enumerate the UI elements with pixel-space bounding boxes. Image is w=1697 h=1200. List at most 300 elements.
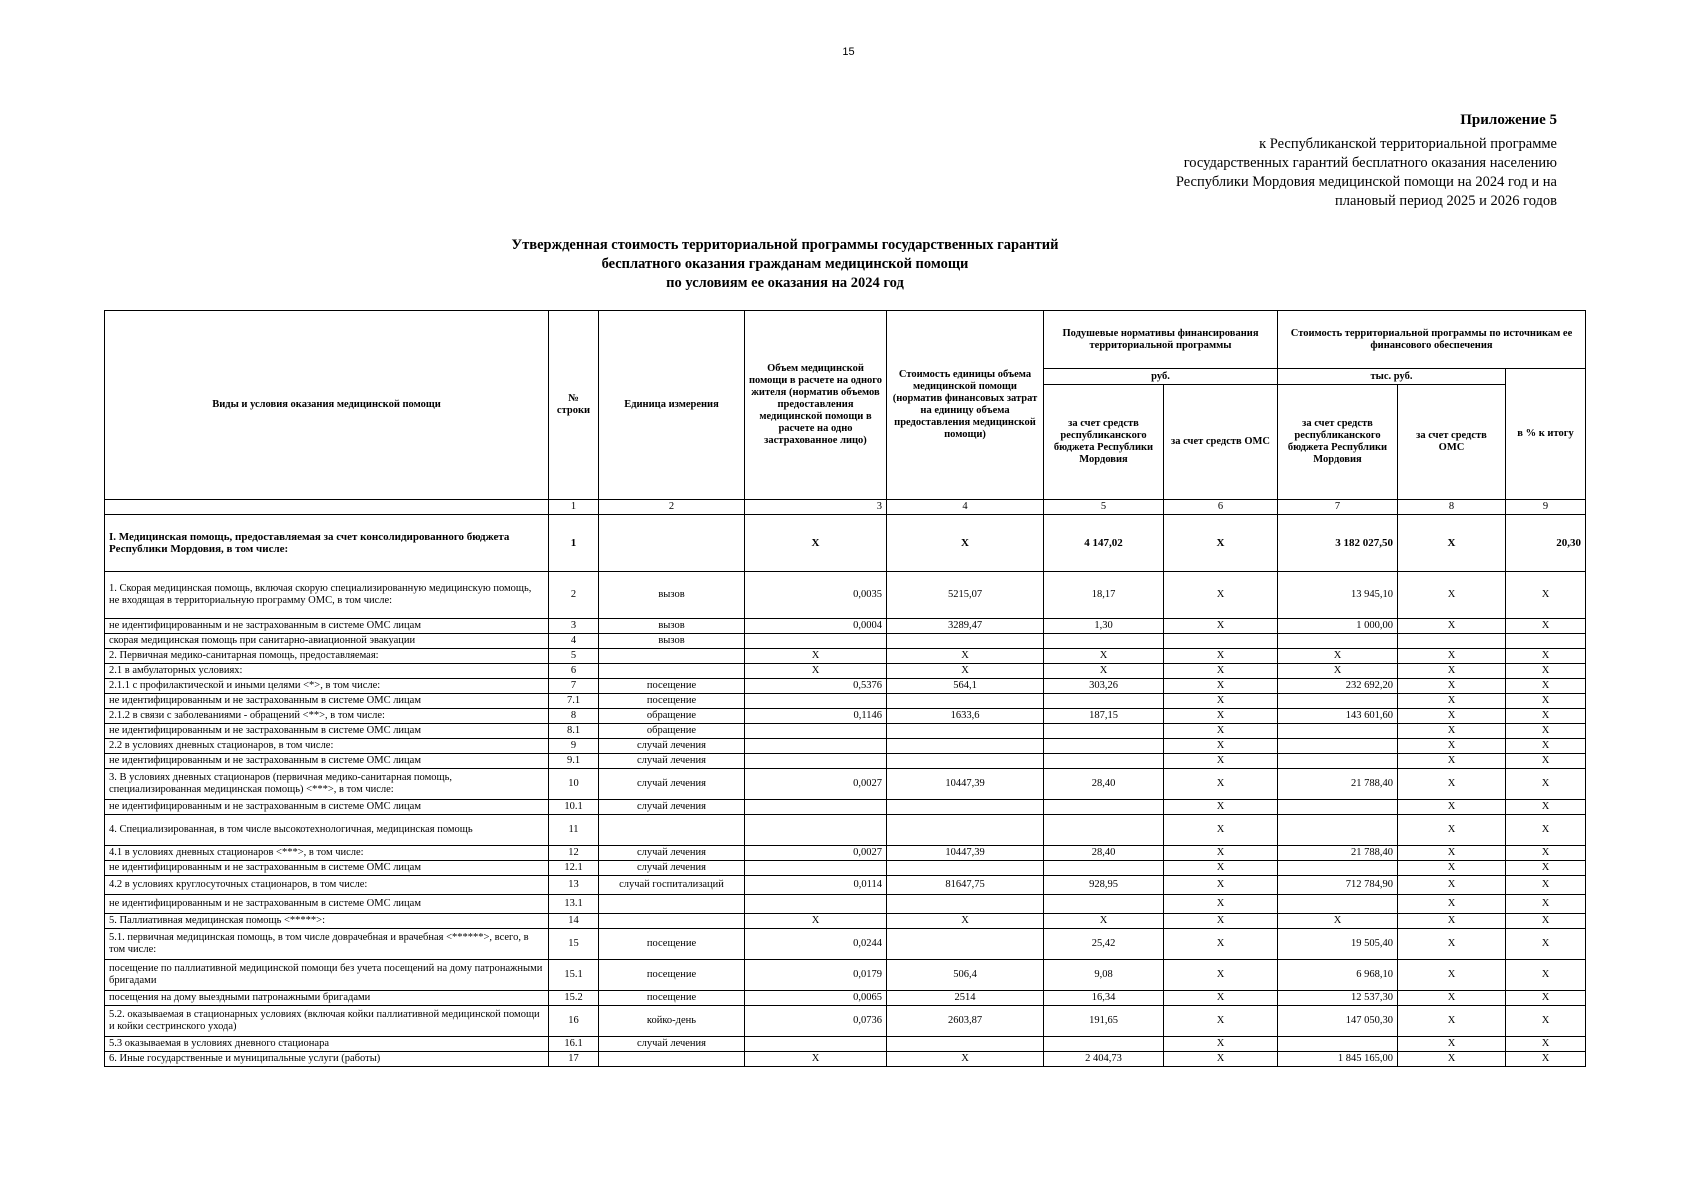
- row-name: не идентифицированным и не застрахованным в системе ОМС лицам: [105, 800, 549, 815]
- row-budget-thousand: 19 505,40: [1278, 929, 1398, 960]
- row-cost: 10447,39: [887, 769, 1044, 800]
- row-number: 12.1: [549, 861, 599, 876]
- column-number: 9: [1506, 500, 1586, 515]
- row-oms-rub: X: [1164, 815, 1278, 846]
- row-budget-rub: 18,17: [1044, 572, 1164, 619]
- document-title: [100, 236, 1470, 293]
- row-volume: [745, 1037, 887, 1052]
- row-oms-rub: X: [1164, 572, 1278, 619]
- row-unit: случай госпитализаций: [599, 876, 745, 895]
- row-cost: 506,4: [887, 960, 1044, 991]
- row-percent: X: [1506, 739, 1586, 754]
- row-percent: X: [1506, 861, 1586, 876]
- header-volume: Объем медицинской помощи в расчете на одного жителя (норматив объемов предоставления медицинской помощи в расчете на одно застрахованное лицо): [745, 311, 887, 500]
- row-percent: X: [1506, 815, 1586, 846]
- row-percent: X: [1506, 929, 1586, 960]
- row-oms-rub: X: [1164, 754, 1278, 769]
- row-volume: X: [745, 649, 887, 664]
- table-row: [105, 991, 1586, 1006]
- row-percent: X: [1506, 679, 1586, 694]
- row-oms-thousand: X: [1398, 1037, 1506, 1052]
- header-percent: в % к итогу: [1506, 369, 1586, 500]
- row-budget-thousand: 147 050,30: [1278, 1006, 1398, 1037]
- row-cost: [887, 694, 1044, 709]
- row-cost: [887, 634, 1044, 649]
- row-number: 9.1: [549, 754, 599, 769]
- row-oms-rub: X: [1164, 739, 1278, 754]
- row-percent: X: [1506, 769, 1586, 800]
- row-unit: посещение: [599, 991, 745, 1006]
- row-name: 2.1.1 с профилактической и иными целями <*>, в том числе:: [105, 679, 549, 694]
- row-budget-rub: [1044, 739, 1164, 754]
- row-number: 16: [549, 1006, 599, 1037]
- table-row: [105, 769, 1586, 800]
- document-title-line: Утвержденная стоимость территориальной программы государственных гарантий: [511, 237, 1059, 253]
- row-unit: случай лечения: [599, 846, 745, 861]
- row-oms-thousand: X: [1398, 515, 1506, 572]
- row-percent: X: [1506, 694, 1586, 709]
- header-per-capita: Подушевые нормативы финансирования территориальной программы: [1044, 311, 1278, 369]
- row-budget-thousand: [1278, 861, 1398, 876]
- row-oms-thousand: X: [1398, 1052, 1506, 1067]
- row-budget-rub: 28,40: [1044, 846, 1164, 861]
- row-budget-thousand: X: [1278, 664, 1398, 679]
- table-row: [105, 634, 1586, 649]
- row-oms-thousand: X: [1398, 895, 1506, 914]
- row-number: 14: [549, 914, 599, 929]
- header-rub: руб.: [1044, 369, 1278, 385]
- document-title-line: бесплатного оказания гражданам медицинской помощи: [601, 256, 969, 272]
- row-name: 3. В условиях дневных стационаров (первичная медико-санитарная помощь, специализированная медицинская помощь) <***>, в том числе:: [105, 769, 549, 800]
- column-number: 3: [745, 500, 887, 515]
- row-number: 15.1: [549, 960, 599, 991]
- row-number: 11: [549, 815, 599, 846]
- header-budget-thousand: за счет средств республиканского бюджета Республики Мордовия: [1278, 385, 1398, 500]
- row-name: не идентифицированным и не застрахованным в системе ОМС лицам: [105, 694, 549, 709]
- row-budget-rub: 2 404,73: [1044, 1052, 1164, 1067]
- row-oms-thousand: X: [1398, 679, 1506, 694]
- header-thousand-rub: тыс. руб.: [1278, 369, 1506, 385]
- row-oms-rub: X: [1164, 679, 1278, 694]
- row-unit: койко-день: [599, 1006, 745, 1037]
- row-volume: [745, 800, 887, 815]
- table-row: [105, 876, 1586, 895]
- row-name: посещение по паллиативной медицинской помощи без учета посещений на дому патронажными бригадами: [105, 960, 549, 991]
- row-percent: X: [1506, 960, 1586, 991]
- row-name: 1. Скорая медицинская помощь, включая скорую специализированную медицинскую помощь, не входящая в территориальную программу ОМС, в том числе:: [105, 572, 549, 619]
- row-oms-thousand: X: [1398, 960, 1506, 991]
- row-unit: посещение: [599, 960, 745, 991]
- appendix-line: плановый период 2025 и 2026 годов: [1335, 193, 1557, 209]
- row-oms-rub: X: [1164, 664, 1278, 679]
- row-budget-rub: [1044, 815, 1164, 846]
- row-unit: случай лечения: [599, 754, 745, 769]
- row-volume: [745, 694, 887, 709]
- row-oms-thousand: X: [1398, 929, 1506, 960]
- header-kind: Виды и условия оказания медицинской помощи: [105, 311, 549, 500]
- row-budget-thousand: 3 182 027,50: [1278, 515, 1398, 572]
- row-budget-rub: X: [1044, 914, 1164, 929]
- row-percent: 20,30: [1506, 515, 1586, 572]
- row-oms-thousand: X: [1398, 876, 1506, 895]
- row-volume: 0,0179: [745, 960, 887, 991]
- row-volume: 0,0114: [745, 876, 887, 895]
- row-unit: [599, 914, 745, 929]
- row-budget-thousand: 21 788,40: [1278, 846, 1398, 861]
- row-unit: обращение: [599, 724, 745, 739]
- table-row: [105, 929, 1586, 960]
- row-oms-thousand: X: [1398, 619, 1506, 634]
- row-unit: [599, 1052, 745, 1067]
- document-title-line: по условиям ее оказания на 2024 год: [666, 275, 904, 291]
- row-budget-rub: [1044, 800, 1164, 815]
- row-unit: [599, 815, 745, 846]
- row-budget-thousand: X: [1278, 914, 1398, 929]
- row-oms-rub: X: [1164, 1052, 1278, 1067]
- row-budget-thousand: 13 945,10: [1278, 572, 1398, 619]
- row-percent: X: [1506, 709, 1586, 724]
- row-budget-thousand: 1 845 165,00: [1278, 1052, 1398, 1067]
- row-name: 4. Специализированная, в том числе высокотехнологичная, медицинская помощь: [105, 815, 549, 846]
- row-number: 8.1: [549, 724, 599, 739]
- table-row: [105, 895, 1586, 914]
- row-name: 2.1 в амбулаторных условиях:: [105, 664, 549, 679]
- row-budget-rub: 16,34: [1044, 991, 1164, 1006]
- header-cost: Стоимость единицы объема медицинской помощи (норматив финансовых затрат на единицу объема предоставления медицинской помощи): [887, 311, 1044, 500]
- row-number: 15: [549, 929, 599, 960]
- table-row: [105, 914, 1586, 929]
- row-number: 7.1: [549, 694, 599, 709]
- row-oms-thousand: X: [1398, 1006, 1506, 1037]
- table-row: [105, 664, 1586, 679]
- row-unit: случай лечения: [599, 1037, 745, 1052]
- row-oms-rub: X: [1164, 724, 1278, 739]
- row-oms-thousand: X: [1398, 769, 1506, 800]
- row-volume: X: [745, 1052, 887, 1067]
- row-oms-rub: X: [1164, 694, 1278, 709]
- row-budget-rub: 28,40: [1044, 769, 1164, 800]
- row-unit: случай лечения: [599, 769, 745, 800]
- row-oms-rub: X: [1164, 895, 1278, 914]
- table-row: [105, 709, 1586, 724]
- row-cost: 5215,07: [887, 572, 1044, 619]
- appendix-line: к Республиканской территориальной программе: [1259, 136, 1557, 152]
- row-cost: 1633,6: [887, 709, 1044, 724]
- row-number: 2: [549, 572, 599, 619]
- row-unit: случай лечения: [599, 800, 745, 815]
- row-unit: вызов: [599, 572, 745, 619]
- row-cost: X: [887, 664, 1044, 679]
- row-volume: X: [745, 914, 887, 929]
- row-percent: X: [1506, 1006, 1586, 1037]
- table-row: [105, 694, 1586, 709]
- row-cost: X: [887, 914, 1044, 929]
- header-unit: Единица измерения: [599, 311, 745, 500]
- row-budget-thousand: [1278, 800, 1398, 815]
- row-budget-rub: [1044, 754, 1164, 769]
- row-number: 3: [549, 619, 599, 634]
- row-name: 6. Иные государственные и муниципальные услуги (работы): [105, 1052, 549, 1067]
- row-name: не идентифицированным и не застрахованным в системе ОМС лицам: [105, 895, 549, 914]
- table-row: [105, 649, 1586, 664]
- row-oms-thousand: X: [1398, 739, 1506, 754]
- row-name: 5.1. первичная медицинская помощь, в том числе доврачебная и врачебная <******>, всего, в том числе:: [105, 929, 549, 960]
- row-budget-rub: X: [1044, 664, 1164, 679]
- row-oms-thousand: X: [1398, 709, 1506, 724]
- row-oms-rub: X: [1164, 769, 1278, 800]
- table-row: [105, 1006, 1586, 1037]
- row-budget-rub: 1,30: [1044, 619, 1164, 634]
- row-cost: 2603,87: [887, 1006, 1044, 1037]
- row-name: 4.1 в условиях дневных стационаров <***>, в том числе:: [105, 846, 549, 861]
- row-budget-rub: [1044, 1037, 1164, 1052]
- row-budget-rub: [1044, 724, 1164, 739]
- row-volume: [745, 724, 887, 739]
- row-cost: X: [887, 515, 1044, 572]
- row-unit: случай лечения: [599, 739, 745, 754]
- row-budget-thousand: [1278, 815, 1398, 846]
- appendix-block: [1176, 112, 1557, 211]
- column-number: 6: [1164, 500, 1278, 515]
- row-budget-thousand: 21 788,40: [1278, 769, 1398, 800]
- row-budget-rub: [1044, 895, 1164, 914]
- row-budget-thousand: 6 968,10: [1278, 960, 1398, 991]
- row-budget-thousand: 712 784,90: [1278, 876, 1398, 895]
- appendix-title: Приложение 5: [1460, 112, 1557, 128]
- row-percent: X: [1506, 754, 1586, 769]
- row-number: 10: [549, 769, 599, 800]
- row-number: 15.2: [549, 991, 599, 1006]
- row-name: 5.3 оказываемая в условиях дневного стационара: [105, 1037, 549, 1052]
- row-oms-thousand: [1398, 634, 1506, 649]
- row-percent: X: [1506, 1052, 1586, 1067]
- row-volume: 0,0736: [745, 1006, 887, 1037]
- row-oms-thousand: X: [1398, 694, 1506, 709]
- row-percent: X: [1506, 991, 1586, 1006]
- row-unit: посещение: [599, 679, 745, 694]
- row-cost: [887, 739, 1044, 754]
- row-unit: вызов: [599, 619, 745, 634]
- row-cost: [887, 800, 1044, 815]
- row-budget-thousand: [1278, 634, 1398, 649]
- row-budget-thousand: 143 601,60: [1278, 709, 1398, 724]
- row-oms-rub: X: [1164, 861, 1278, 876]
- row-budget-rub: [1044, 634, 1164, 649]
- row-budget-rub: 9,08: [1044, 960, 1164, 991]
- row-number: 12: [549, 846, 599, 861]
- row-percent: X: [1506, 800, 1586, 815]
- row-oms-rub: X: [1164, 960, 1278, 991]
- row-unit: случай лечения: [599, 861, 745, 876]
- row-oms-thousand: X: [1398, 649, 1506, 664]
- header-program-cost: Стоимость территориальной программы по источникам ее финансового обеспечения: [1278, 311, 1586, 369]
- table-row: [105, 815, 1586, 846]
- table-row: [105, 619, 1586, 634]
- row-number: 13: [549, 876, 599, 895]
- row-budget-rub: 187,15: [1044, 709, 1164, 724]
- column-number: 7: [1278, 500, 1398, 515]
- row-budget-rub: X: [1044, 649, 1164, 664]
- row-name: 5. Паллиативная медицинская помощь <*****>:: [105, 914, 549, 929]
- row-unit: посещение: [599, 929, 745, 960]
- row-oms-rub: X: [1164, 649, 1278, 664]
- row-volume: X: [745, 515, 887, 572]
- row-volume: [745, 895, 887, 914]
- row-volume: 0,0065: [745, 991, 887, 1006]
- row-number: 1: [549, 515, 599, 572]
- row-number: 13.1: [549, 895, 599, 914]
- row-percent: X: [1506, 572, 1586, 619]
- row-oms-thousand: X: [1398, 914, 1506, 929]
- row-volume: [745, 815, 887, 846]
- column-number: 1: [549, 500, 599, 515]
- row-name: 2. Первичная медико-санитарная помощь, предоставляемая:: [105, 649, 549, 664]
- row-cost: 2514: [887, 991, 1044, 1006]
- row-percent: X: [1506, 914, 1586, 929]
- header-row-no: № строки: [549, 311, 599, 500]
- header-oms-thousand: за счет средств ОМС: [1398, 385, 1506, 500]
- row-budget-thousand: 12 537,30: [1278, 991, 1398, 1006]
- row-name: посещения на дому выездными патронажными бригадами: [105, 991, 549, 1006]
- table-row: [105, 800, 1586, 815]
- row-unit: посещение: [599, 694, 745, 709]
- table-row: [105, 572, 1586, 619]
- row-number: 16.1: [549, 1037, 599, 1052]
- row-oms-rub: [1164, 634, 1278, 649]
- row-percent: X: [1506, 895, 1586, 914]
- row-unit: [599, 649, 745, 664]
- row-oms-rub: X: [1164, 1006, 1278, 1037]
- row-name: не идентифицированным и не застрахованным в системе ОМС лицам: [105, 861, 549, 876]
- row-volume: [745, 754, 887, 769]
- table-body: [105, 500, 1586, 1067]
- row-volume: 0,0035: [745, 572, 887, 619]
- table-row: [105, 861, 1586, 876]
- row-cost: [887, 1037, 1044, 1052]
- row-percent: X: [1506, 1037, 1586, 1052]
- row-percent: X: [1506, 724, 1586, 739]
- row-volume: 0,1146: [745, 709, 887, 724]
- row-budget-rub: 928,95: [1044, 876, 1164, 895]
- row-budget-thousand: [1278, 739, 1398, 754]
- row-number: 5: [549, 649, 599, 664]
- header-oms-rub: за счет средств ОМС: [1164, 385, 1278, 500]
- table-row: [105, 739, 1586, 754]
- row-oms-rub: X: [1164, 1037, 1278, 1052]
- row-budget-thousand: [1278, 724, 1398, 739]
- row-unit: обращение: [599, 709, 745, 724]
- cost-table: [104, 310, 1586, 1067]
- row-oms-rub: X: [1164, 619, 1278, 634]
- row-cost: X: [887, 649, 1044, 664]
- row-cost: 3289,47: [887, 619, 1044, 634]
- row-budget-thousand: X: [1278, 649, 1398, 664]
- column-number: 2: [599, 500, 745, 515]
- header-budget-rub: за счет средств республиканского бюджета Республики Мордовия: [1044, 385, 1164, 500]
- row-unit: [599, 664, 745, 679]
- row-unit: [599, 515, 745, 572]
- row-oms-thousand: X: [1398, 991, 1506, 1006]
- row-volume: 0,0027: [745, 769, 887, 800]
- row-number: 10.1: [549, 800, 599, 815]
- row-cost: 10447,39: [887, 846, 1044, 861]
- row-volume: 0,0004: [745, 619, 887, 634]
- row-volume: 0,5376: [745, 679, 887, 694]
- table-row: [105, 846, 1586, 861]
- row-name: 2.2 в условиях дневных стационаров, в том числе:: [105, 739, 549, 754]
- row-volume: [745, 634, 887, 649]
- row-volume: 0,0244: [745, 929, 887, 960]
- row-volume: [745, 861, 887, 876]
- row-percent: X: [1506, 649, 1586, 664]
- row-budget-rub: 25,42: [1044, 929, 1164, 960]
- row-oms-rub: X: [1164, 929, 1278, 960]
- column-number-row: [105, 500, 1586, 515]
- row-cost: 81647,75: [887, 876, 1044, 895]
- row-oms-thousand: X: [1398, 815, 1506, 846]
- row-oms-rub: X: [1164, 876, 1278, 895]
- row-unit: [599, 895, 745, 914]
- table-row: [105, 679, 1586, 694]
- row-number: 8: [549, 709, 599, 724]
- row-cost: X: [887, 1052, 1044, 1067]
- row-oms-thousand: X: [1398, 664, 1506, 679]
- table-row: [105, 754, 1586, 769]
- table-row: [105, 960, 1586, 991]
- row-percent: X: [1506, 664, 1586, 679]
- row-number: 17: [549, 1052, 599, 1067]
- row-number: 6: [549, 664, 599, 679]
- row-oms-rub: X: [1164, 515, 1278, 572]
- row-volume: [745, 739, 887, 754]
- row-oms-thousand: X: [1398, 572, 1506, 619]
- row-budget-thousand: 232 692,20: [1278, 679, 1398, 694]
- row-name: 2.1.2 в связи с заболеваниями - обращений <**>, в том числе:: [105, 709, 549, 724]
- row-oms-thousand: X: [1398, 800, 1506, 815]
- row-budget-thousand: [1278, 895, 1398, 914]
- row-budget-rub: [1044, 861, 1164, 876]
- table-row: [105, 724, 1586, 739]
- row-volume: X: [745, 664, 887, 679]
- column-number: 4: [887, 500, 1044, 515]
- table-row: [105, 1037, 1586, 1052]
- row-cost: [887, 724, 1044, 739]
- row-percent: X: [1506, 846, 1586, 861]
- row-oms-thousand: X: [1398, 861, 1506, 876]
- appendix-line: Республики Мордовия медицинской помощи на 2024 год и на: [1175, 174, 1557, 190]
- row-percent: X: [1506, 876, 1586, 895]
- row-percent: [1506, 634, 1586, 649]
- column-number: 8: [1398, 500, 1506, 515]
- row-oms-thousand: X: [1398, 724, 1506, 739]
- row-name: не идентифицированным и не застрахованным в системе ОМС лицам: [105, 724, 549, 739]
- row-cost: [887, 929, 1044, 960]
- table-row: [105, 515, 1586, 572]
- row-cost: [887, 895, 1044, 914]
- row-oms-rub: X: [1164, 991, 1278, 1006]
- row-budget-thousand: [1278, 694, 1398, 709]
- row-oms-thousand: X: [1398, 846, 1506, 861]
- row-percent: X: [1506, 619, 1586, 634]
- row-cost: 564,1: [887, 679, 1044, 694]
- row-cost: [887, 815, 1044, 846]
- row-number: 4: [549, 634, 599, 649]
- row-unit: вызов: [599, 634, 745, 649]
- row-budget-thousand: [1278, 754, 1398, 769]
- appendix-line: государственных гарантий бесплатного оказания населению: [1183, 155, 1557, 171]
- row-oms-thousand: X: [1398, 754, 1506, 769]
- row-name: не идентифицированным и не застрахованным в системе ОМС лицам: [105, 754, 549, 769]
